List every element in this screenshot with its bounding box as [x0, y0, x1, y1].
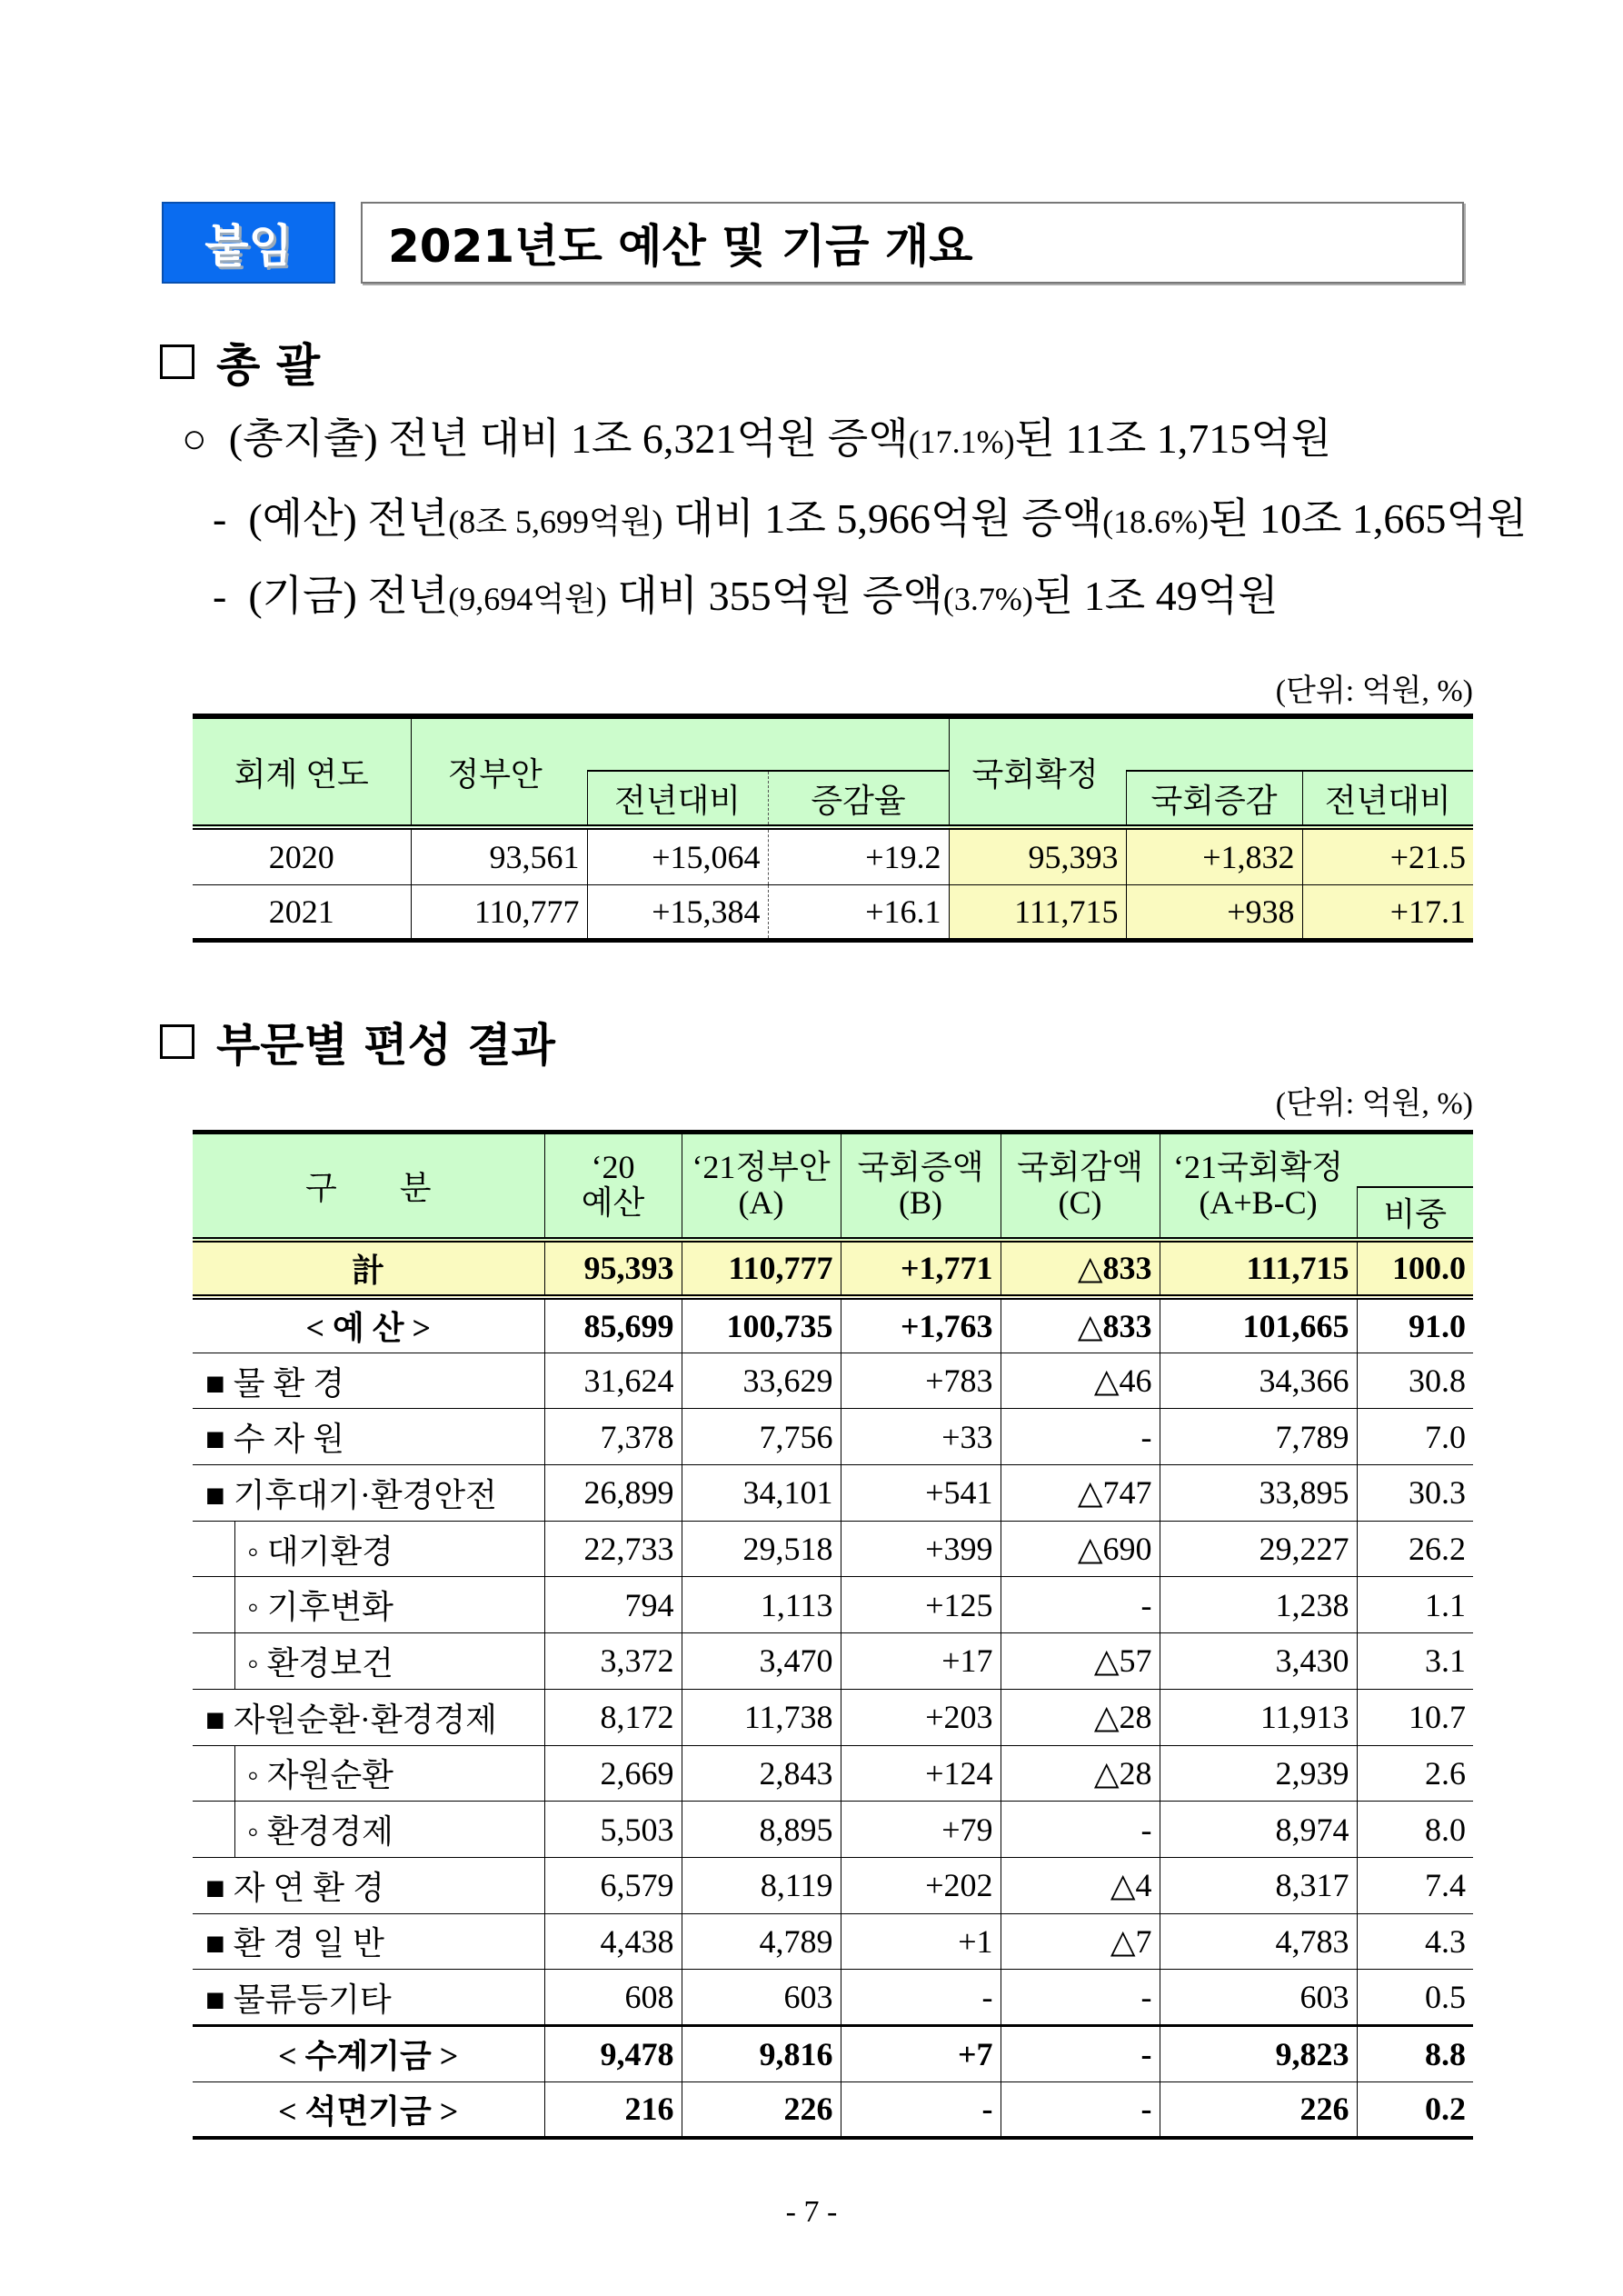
table-cell: 2,669: [544, 1745, 682, 1802]
table-row: [193, 1802, 1473, 1858]
section-summary-heading: [160, 329, 320, 394]
table-cell: 3,470: [682, 1633, 841, 1690]
table-cell: △28: [1001, 1689, 1160, 1745]
unit-label: (단위: 억원, %): [1275, 1087, 1473, 1121]
table-cell: 110,777: [411, 884, 587, 940]
table-cell: 34,366: [1160, 1353, 1357, 1409]
table-row: [193, 1689, 1473, 1745]
row-label: [193, 1409, 544, 1465]
section-title: 부문별 편성 결과: [216, 1019, 555, 1072]
table-cell: 8.8: [1357, 2025, 1473, 2081]
table-cell: 11,738: [682, 1689, 841, 1745]
row-label-text: ■ 환 경 일 반: [205, 1925, 384, 1962]
table-cell: △57: [1001, 1633, 1160, 1690]
table-cell: 33,629: [682, 1353, 841, 1409]
table-cell: 33,895: [1160, 1465, 1357, 1522]
table-cell: 11,913: [1160, 1689, 1357, 1745]
line-text: (17.1%): [908, 424, 1015, 460]
table-cell: △833: [1001, 1240, 1160, 1297]
table-row: [193, 1409, 1473, 1465]
row-label-text: ■ 수 자 원: [205, 1421, 345, 1458]
table-cell: 226: [1160, 2081, 1357, 2138]
table-cell: 8,317: [1160, 1857, 1357, 1913]
table-cell: 8,172: [544, 1689, 682, 1745]
table-row: [193, 1521, 1473, 1577]
row-label-text: < 수계기금 >: [278, 2038, 459, 2075]
unit-label: (단위: 억원, %): [1275, 674, 1473, 708]
table-cell: -: [1001, 1802, 1160, 1858]
table-cell: 794: [544, 1577, 682, 1633]
bullet-marker: -: [213, 495, 227, 542]
table-cell: 26.2: [1357, 1521, 1473, 1577]
row-label: [193, 1802, 544, 1858]
table-row: [193, 1465, 1473, 1522]
attachment-badge: 붙임: [162, 202, 335, 284]
table-cell: +15,384: [587, 884, 768, 940]
table-cell: -: [1001, 2025, 1160, 2081]
table-cell: +124: [841, 1745, 1001, 1802]
table-row: [193, 1297, 1473, 1353]
table-cell: 5,503: [544, 1802, 682, 1858]
table-cell: 2020: [193, 827, 411, 884]
row-label: [193, 1689, 544, 1745]
header-final: ‘21국회확정 (A+B-C): [1160, 1133, 1357, 1240]
row-label-text: ◦ 자원순환: [247, 1757, 393, 1794]
table-cell: 3,430: [1160, 1633, 1357, 1690]
table-cell: -: [841, 1970, 1001, 2026]
table-cell: △690: [1001, 1521, 1160, 1577]
row-label-text: < 석면기금 >: [278, 2092, 459, 2130]
table-cell: 2,939: [1160, 1745, 1357, 1802]
table-row: [193, 884, 1473, 940]
table-cell: 8,895: [682, 1802, 841, 1858]
header-category: 구 분: [193, 1133, 544, 1240]
header-gov-rate: 증감율: [768, 771, 949, 827]
table-cell: 26,899: [544, 1465, 682, 1522]
table-cell: △28: [1001, 1745, 1160, 1802]
table-cell: 85,699: [544, 1297, 682, 1353]
row-label: [193, 1353, 544, 1409]
table-cell: -: [1001, 1970, 1160, 2026]
line-text: 된 10조 1,665억원: [1209, 495, 1528, 542]
row-label: [193, 1240, 544, 1297]
table-cell: 9,478: [544, 2025, 682, 2081]
row-label: [193, 1521, 544, 1577]
row-label-text: < 예 산 >: [305, 1310, 432, 1347]
table-cell: 93,561: [411, 827, 587, 884]
table-row: [193, 1577, 1473, 1633]
table-row: [193, 1353, 1473, 1409]
line-text: 된 1조 49억원: [1032, 573, 1279, 619]
row-label-text: ◦ 대기환경: [247, 1532, 393, 1570]
table-row: [193, 1633, 1473, 1690]
row-label: [193, 1970, 544, 2026]
line-text: 대비 355억원 증액: [606, 573, 943, 619]
table-cell: 9,816: [682, 2025, 841, 2081]
table-row: [193, 1970, 1473, 2026]
table-cell: △46: [1001, 1353, 1160, 1409]
row-label: [193, 1465, 544, 1522]
header-increase: 국회증액 (B): [841, 1133, 1001, 1240]
table-cell: 1.1: [1357, 1577, 1473, 1633]
row-label-text: 計: [352, 1252, 385, 1289]
table-cell: 31,624: [544, 1353, 682, 1409]
summary-table: [193, 714, 1473, 943]
table-cell: 0.5: [1357, 1970, 1473, 2026]
table-cell: 8,974: [1160, 1802, 1357, 1858]
table-row: [193, 2081, 1473, 2138]
table-cell: +1,832: [1126, 827, 1302, 884]
row-label: [193, 1633, 544, 1690]
table-cell: 7,378: [544, 1409, 682, 1465]
table-cell: 603: [1160, 1970, 1357, 2026]
header-decrease: 국회감액 (C): [1001, 1133, 1160, 1240]
row-label-text: ◦ 기후변화: [247, 1589, 393, 1626]
table-cell: △7: [1001, 1913, 1160, 1970]
table-cell: +17.1: [1302, 884, 1473, 940]
table-cell: 95,393: [544, 1240, 682, 1297]
table-cell: 6,579: [544, 1857, 682, 1913]
table-cell: +19.2: [768, 827, 949, 884]
table-cell: 2,843: [682, 1745, 841, 1802]
table-cell: △833: [1001, 1297, 1160, 1353]
table-cell: +15,064: [587, 827, 768, 884]
header-asm-yoy: 전년대비: [1302, 771, 1473, 827]
table-cell: +125: [841, 1577, 1001, 1633]
table-cell: 7.4: [1357, 1857, 1473, 1913]
bullet-marker: -: [213, 573, 227, 619]
row-label-text: ■ 자원순환·환경경제: [205, 1701, 497, 1738]
table-cell: 4.3: [1357, 1913, 1473, 1970]
table-cell: -: [1001, 1409, 1160, 1465]
header-year: 회계 연도: [193, 716, 411, 827]
table-cell: 603: [682, 1970, 841, 2026]
line-text: (기금) 전년: [248, 573, 449, 619]
table-cell: 8.0: [1357, 1802, 1473, 1858]
row-label-text: ◦ 환경경제: [247, 1813, 393, 1851]
table-cell: 9,823: [1160, 2025, 1357, 2081]
table-cell: 22,733: [544, 1521, 682, 1577]
table-cell: 4,783: [1160, 1913, 1357, 1970]
table-cell: 2.6: [1357, 1745, 1473, 1802]
table-cell: +202: [841, 1857, 1001, 1913]
line-text: (8조 5,699억원): [448, 504, 663, 540]
table-cell: +938: [1126, 884, 1302, 940]
page-number: - 7 -: [785, 2195, 838, 2229]
row-label-text: ■ 자 연 환 경: [205, 1869, 384, 1906]
table-cell: △747: [1001, 1465, 1160, 1522]
table-cell: +399: [841, 1521, 1001, 1577]
line-text: 된 11조 1,715억원: [1014, 415, 1332, 462]
row-label: [193, 1577, 544, 1633]
row-label-text: ◦ 환경보건: [247, 1644, 393, 1682]
bullet-marker: ○: [182, 415, 207, 462]
checkbox-square-icon: [160, 1024, 194, 1059]
table-cell: +203: [841, 1689, 1001, 1745]
line-text: (총지출) 전년 대비 1조 6,321억원 증액: [228, 415, 909, 462]
table-cell: 3.1: [1357, 1633, 1473, 1690]
header-gov: 정부안: [411, 716, 587, 827]
table-cell: +783: [841, 1353, 1001, 1409]
table-cell: 10.7: [1357, 1689, 1473, 1745]
line-text: (18.6%): [1102, 504, 1210, 540]
sector-table: [193, 1130, 1473, 2140]
table-cell: 7.0: [1357, 1409, 1473, 1465]
table-cell: 216: [544, 2081, 682, 2138]
row-label: [193, 1745, 544, 1802]
row-label: [193, 1297, 544, 1353]
table-cell: 226: [682, 2081, 841, 2138]
row-label-text: ■ 기후대기·환경안전: [205, 1476, 497, 1513]
header-prev: ‘20 예산: [544, 1133, 682, 1240]
table-cell: 4,438: [544, 1913, 682, 1970]
table-cell: -: [1001, 1577, 1160, 1633]
line-text: (3.7%): [942, 581, 1033, 617]
table-cell: 91.0: [1357, 1297, 1473, 1353]
table-cell: 30.8: [1357, 1353, 1473, 1409]
table-cell: 29,518: [682, 1521, 841, 1577]
table-cell: 95,393: [949, 827, 1126, 884]
row-label: [193, 2025, 544, 2081]
header-share: 비중: [1357, 1187, 1473, 1240]
table-cell: 8,119: [682, 1857, 841, 1913]
table-cell: 100,735: [682, 1297, 841, 1353]
table-cell: 4,789: [682, 1913, 841, 1970]
header-gov: ‘21정부안 (A): [682, 1133, 841, 1240]
table-cell: -: [1001, 2081, 1160, 2138]
section-sector-heading: [160, 1009, 555, 1074]
total-row: [193, 1240, 1473, 1297]
row-label: [193, 1913, 544, 1970]
table-cell: 100.0: [1357, 1240, 1473, 1297]
table-cell: 2021: [193, 884, 411, 940]
table-cell: +1: [841, 1913, 1001, 1970]
checkbox-square-icon: [160, 344, 194, 379]
row-label: [193, 1857, 544, 1913]
table-cell: 29,227: [1160, 1521, 1357, 1577]
table-cell: 608: [544, 1970, 682, 2026]
table-cell: +33: [841, 1409, 1001, 1465]
row-label: [193, 2081, 544, 2138]
table-cell: △4: [1001, 1857, 1160, 1913]
header-assembly: 국회확정: [949, 716, 1126, 827]
row-label-text: ■ 물 환 경: [205, 1364, 345, 1402]
table-cell: +21.5: [1302, 827, 1473, 884]
line-text: (9,694억원): [448, 581, 607, 617]
table-cell: 1,238: [1160, 1577, 1357, 1633]
table-cell: +17: [841, 1633, 1001, 1690]
document-title: 2021년도 예산 및 기금 개요: [361, 202, 1464, 284]
header-asm-change: 국회증감: [1126, 771, 1302, 827]
table-cell: 111,715: [1160, 1240, 1357, 1297]
table-cell: +79: [841, 1802, 1001, 1858]
summary-line: [213, 563, 1279, 623]
table-row: [193, 2025, 1473, 2081]
table-row: [193, 1857, 1473, 1913]
table-cell: 110,777: [682, 1240, 841, 1297]
table-row: [193, 1745, 1473, 1802]
table-cell: 7,756: [682, 1409, 841, 1465]
table-cell: 0.2: [1357, 2081, 1473, 2138]
summary-line: [182, 405, 1331, 465]
table-cell: -: [841, 2081, 1001, 2138]
section-title: 총 괄: [216, 339, 321, 392]
table-cell: 7,789: [1160, 1409, 1357, 1465]
table-cell: 1,113: [682, 1577, 841, 1633]
table-cell: +1,763: [841, 1297, 1001, 1353]
line-text: (예산) 전년: [248, 495, 449, 542]
table-row: [193, 827, 1473, 884]
row-label-text: ■ 물류등기타: [205, 1981, 392, 2018]
table-cell: 111,715: [949, 884, 1126, 940]
table-cell: +1,771: [841, 1240, 1001, 1297]
table-cell: +7: [841, 2025, 1001, 2081]
table-cell: 3,372: [544, 1633, 682, 1690]
table-cell: 34,101: [682, 1465, 841, 1522]
table-row: [193, 1913, 1473, 1970]
table-cell: +16.1: [768, 884, 949, 940]
table-cell: 101,665: [1160, 1297, 1357, 1353]
summary-line: [213, 485, 1527, 545]
line-text: 대비 1조 5,966억원 증액: [662, 495, 1103, 542]
table-cell: +541: [841, 1465, 1001, 1522]
table-cell: 30.3: [1357, 1465, 1473, 1522]
header-gov-yoy: 전년대비: [587, 771, 768, 827]
